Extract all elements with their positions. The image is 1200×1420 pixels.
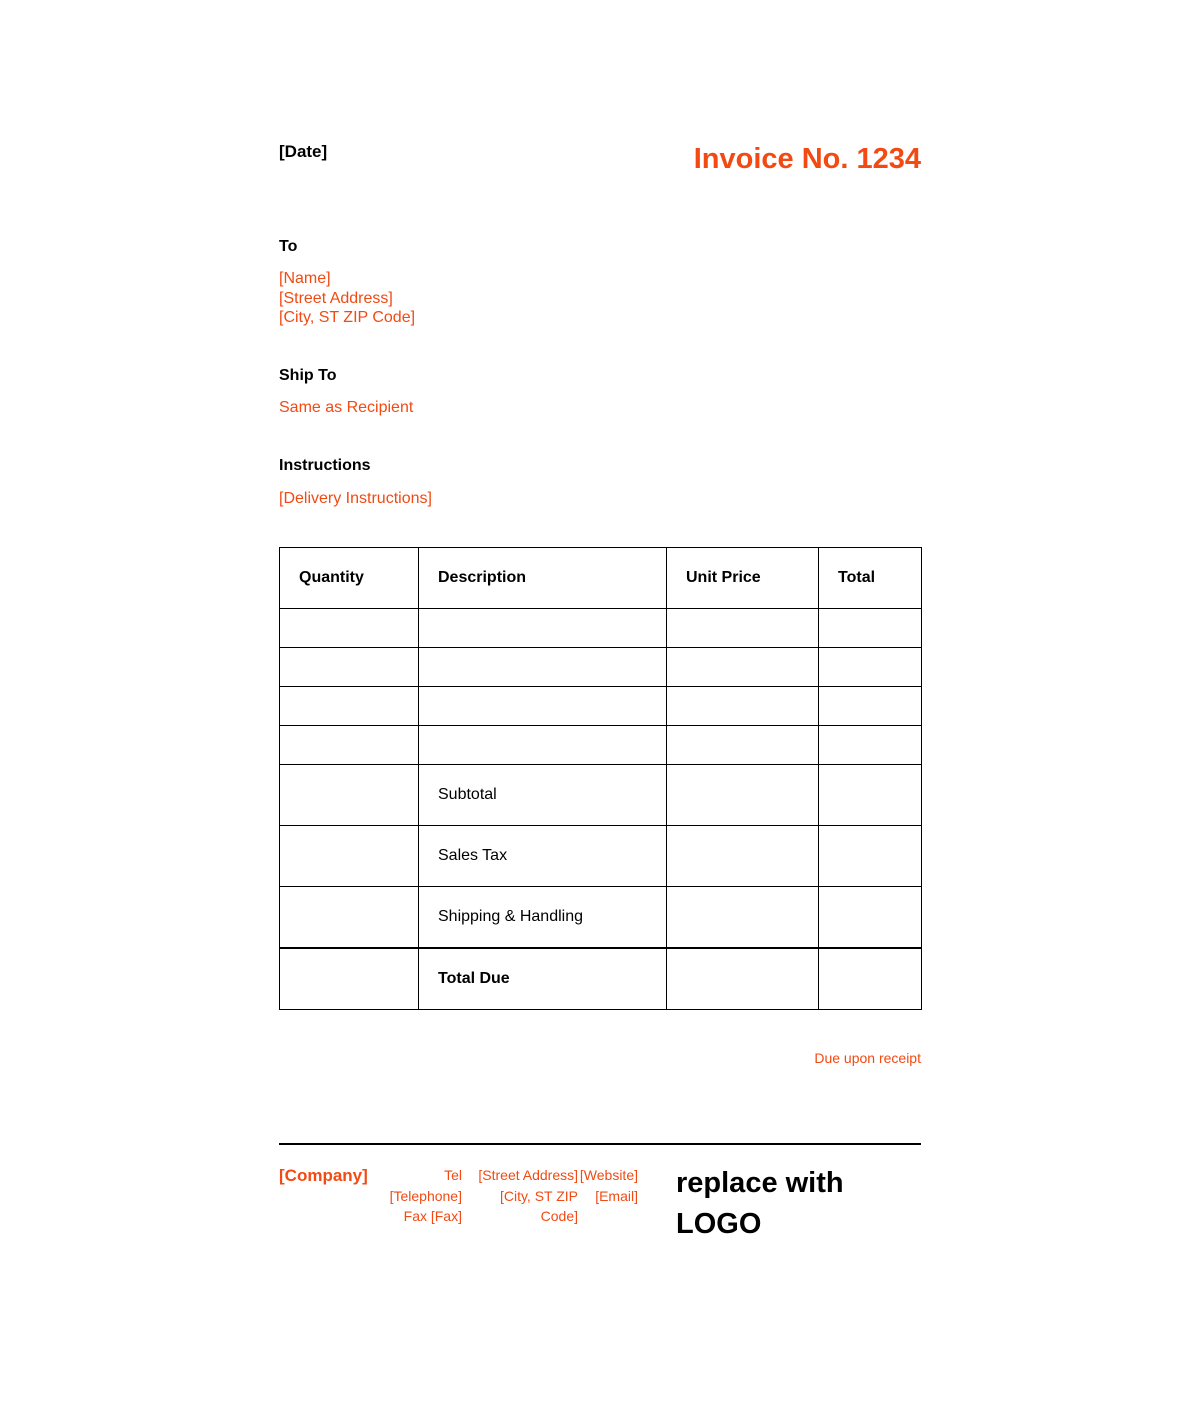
invoice-date: [Date] <box>279 142 328 161</box>
total-cell <box>819 726 922 765</box>
street-address: [Street Address] <box>478 1167 578 1183</box>
fax: Fax [Fax] <box>403 1208 462 1224</box>
sales-tax-row <box>280 826 922 887</box>
unit-price-cell <box>667 648 819 687</box>
unit-price-cell <box>667 609 819 648</box>
table-row <box>280 648 922 687</box>
description-cell <box>419 726 667 765</box>
description-cell <box>419 648 667 687</box>
total-due-label: Total Due <box>419 948 667 1010</box>
logo-placeholder: replace with LOGO <box>676 1167 844 1240</box>
shipping-value <box>819 887 922 949</box>
invoice-page <box>279 0 921 1420</box>
total-due-value <box>819 948 922 1010</box>
email: [Email] <box>595 1187 638 1204</box>
footer-web-block <box>578 1165 638 1206</box>
sales-tax-value <box>819 826 922 887</box>
zip-code: Code] <box>540 1208 578 1224</box>
website: [Website] <box>579 1167 638 1183</box>
phone-label: Tel <box>444 1167 462 1183</box>
quantity-cell <box>280 648 419 687</box>
instructions-value: [Delivery Instructions] <box>279 490 432 507</box>
telephone: [Telephone] <box>389 1187 462 1204</box>
to-label: To <box>279 238 298 255</box>
ship-to-label: Ship To <box>279 367 337 384</box>
quantity-cell <box>280 726 419 765</box>
footer-address-block <box>473 1165 578 1227</box>
unit-price-cell <box>667 687 819 726</box>
invoice-title: Invoice No. 1234 <box>693 143 921 175</box>
line-items-table <box>279 547 922 1010</box>
quantity-cell <box>280 687 419 726</box>
recipient-name: [Name] <box>279 270 331 287</box>
total-due-row <box>280 948 922 1010</box>
table-row <box>280 687 922 726</box>
header-quantity: Quantity <box>280 548 419 609</box>
total-cell <box>819 687 922 726</box>
shipping-row <box>280 887 922 949</box>
company-name: [Company] <box>279 1166 368 1185</box>
description-cell <box>419 687 667 726</box>
subtotal-label: Subtotal <box>419 765 667 826</box>
description-cell <box>419 609 667 648</box>
total-cell <box>819 609 922 648</box>
unit-price-cell <box>667 726 819 765</box>
subtotal-value <box>819 765 922 826</box>
footer-phone-block <box>385 1165 462 1227</box>
total-cell <box>819 648 922 687</box>
table-row <box>280 609 922 648</box>
table-row <box>280 726 922 765</box>
sales-tax-label: Sales Tax <box>419 826 667 887</box>
header-unit-price: Unit Price <box>667 548 819 609</box>
instructions-label: Instructions <box>279 457 371 474</box>
shipping-label: Shipping & Handling <box>419 887 667 949</box>
recipient-city: [City, ST ZIP Code] <box>279 309 416 326</box>
payment-terms: Due upon receipt <box>814 1050 921 1066</box>
header-total: Total <box>819 548 922 609</box>
city-state: [City, ST ZIP <box>499 1187 578 1204</box>
footer-divider <box>279 1143 921 1145</box>
recipient-address <box>279 269 415 328</box>
header-description: Description <box>419 548 667 609</box>
recipient-street: [Street Address] <box>279 289 393 307</box>
ship-to-value: Same as Recipient <box>279 399 414 416</box>
table-header-row <box>280 548 922 609</box>
quantity-cell <box>280 609 419 648</box>
subtotal-row <box>280 765 922 826</box>
